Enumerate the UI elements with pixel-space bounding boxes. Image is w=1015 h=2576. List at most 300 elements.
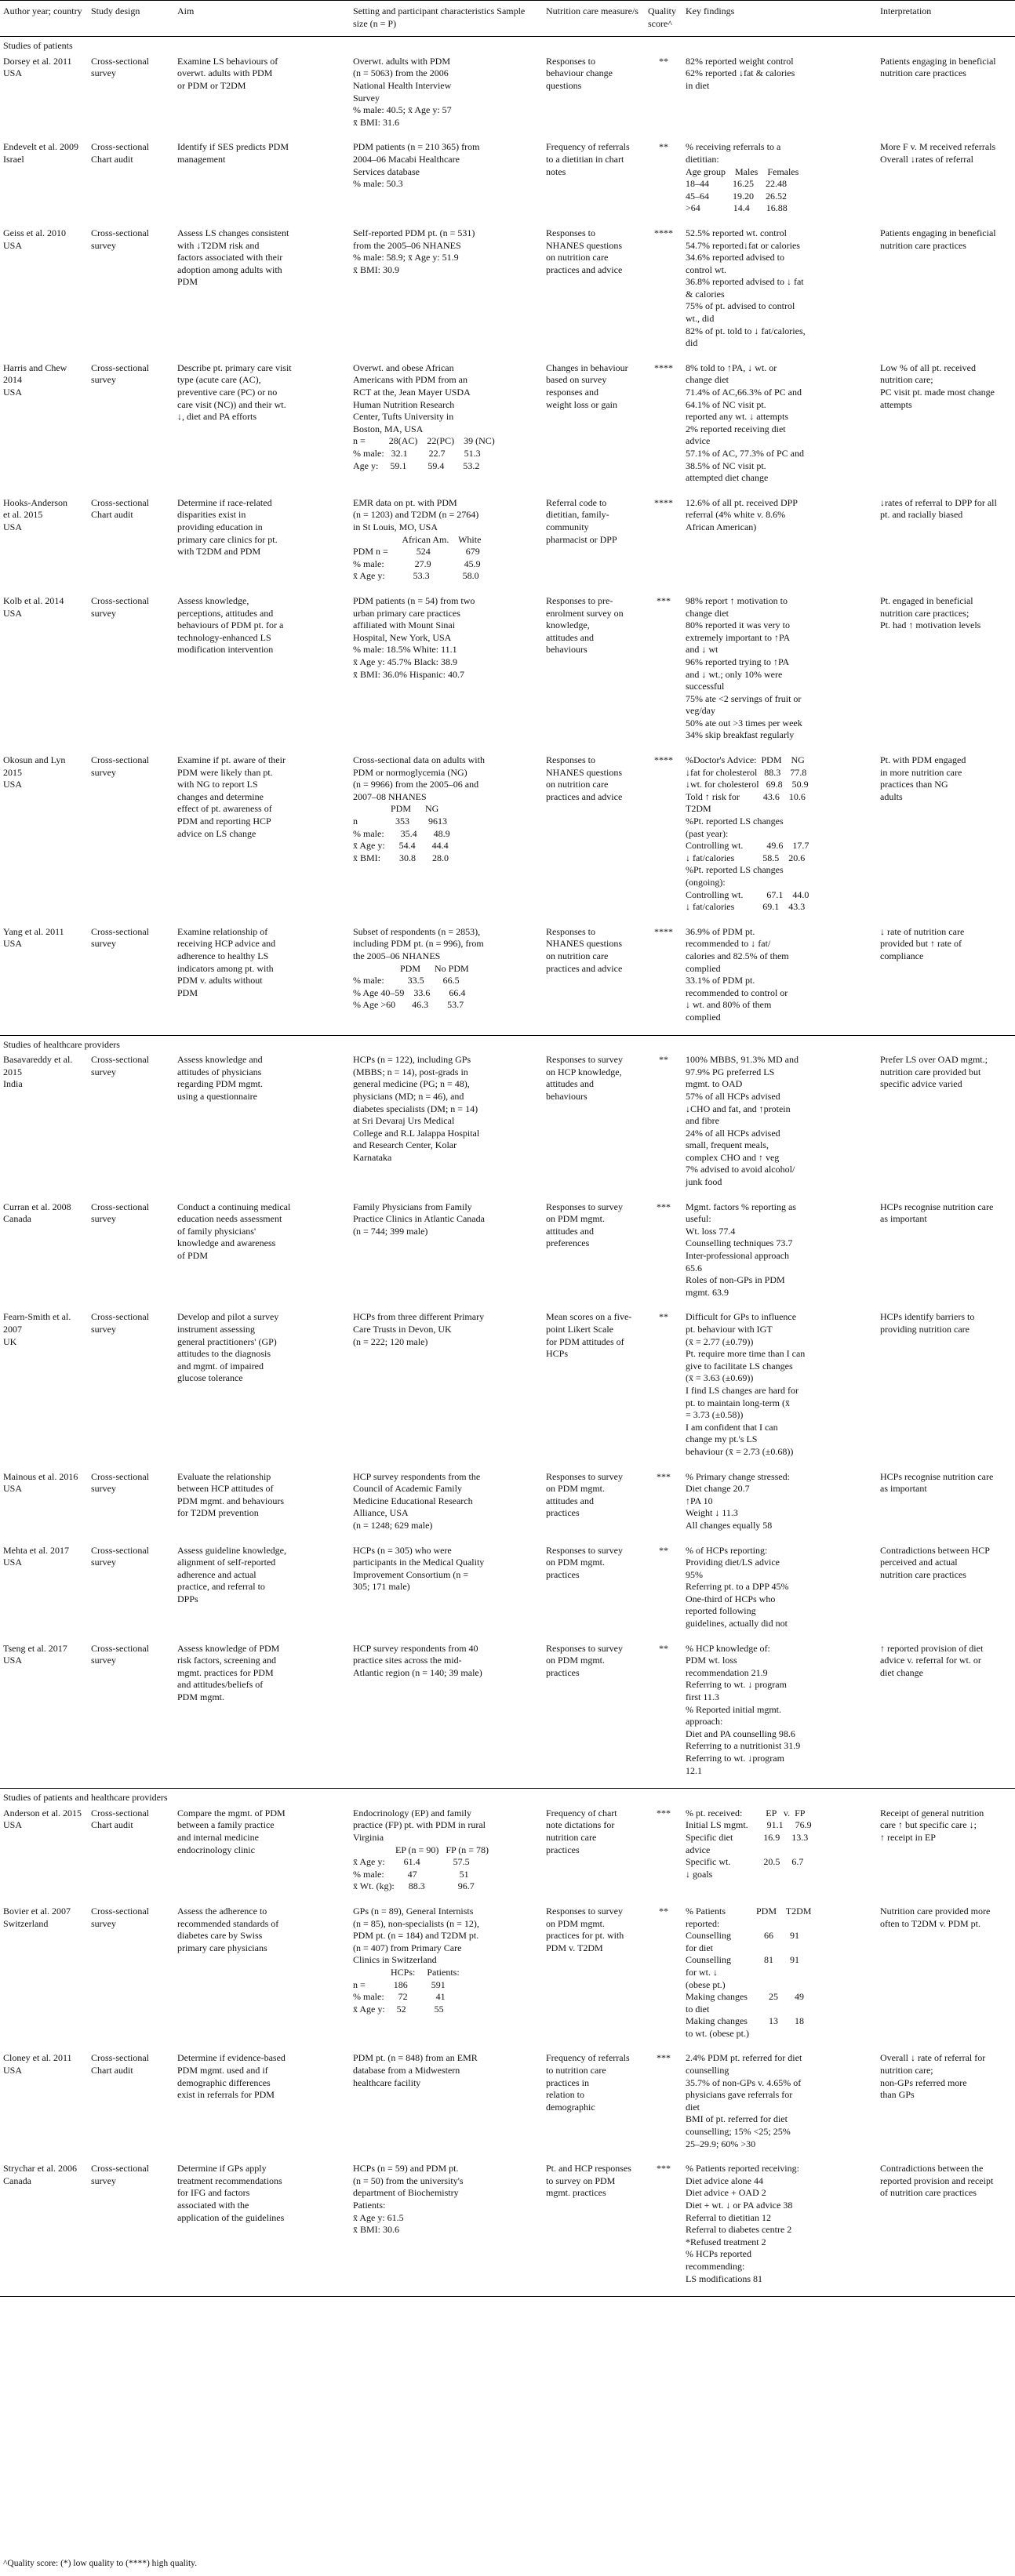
setting-line: x̄ Age y: 45.7% Black: 38.9 [353, 656, 457, 667]
setting-line: Endocrinology (EP) and family [353, 1807, 471, 1818]
findings-line: Initial LS mgmt. 91.1 76.9 [686, 1819, 812, 1831]
header-findings: Key findings [682, 1, 877, 37]
interpretation-line: as important [880, 1213, 927, 1225]
interpretation-line: than GPs [880, 2089, 915, 2101]
interpretation-line: reported provision and receipt [880, 2175, 994, 2186]
author-cell [0, 54, 88, 140]
setting-line: % male: 18.5% White: 11.1 [353, 644, 457, 656]
setting-line: x̄ BMI: 30.9 [353, 263, 400, 275]
measure-cell [543, 1200, 645, 1310]
findings-line: 75% ate <2 servings of fruit or [686, 692, 802, 704]
section-title: Studies of healthcare providers [0, 1035, 1015, 1052]
section-title: Studies of patients and healthcare providers [0, 1789, 1015, 1806]
setting-line: Overwt. adults with PDM [353, 55, 450, 67]
setting-line: National Health Interview [353, 79, 452, 91]
findings-line: counselling [686, 2065, 729, 2076]
author-line: Anderson et al. 2015 [3, 1807, 82, 1818]
findings-cell [682, 226, 877, 361]
quality-cell: **** [654, 227, 673, 238]
setting-cell [350, 2051, 543, 2161]
setting-line: Hospital, New York, USA [353, 631, 452, 643]
measure-line: practices in [546, 2076, 589, 2088]
findings-line: Referring to wt. ↓ program [686, 1679, 787, 1691]
measure-cell [543, 925, 645, 1035]
findings-line: did [686, 337, 698, 349]
findings-line: Referring to a nutritionist 31.9 [686, 1740, 801, 1752]
quality-cell: **** [654, 496, 673, 508]
interpretation-line: Pt. engaged in beneficial [880, 594, 973, 606]
author-line: Israel [3, 153, 24, 165]
aim-line: type (acute care (AC), [177, 374, 261, 386]
findings-cell [682, 1310, 877, 1469]
design-line: Cross-sectional [91, 1311, 149, 1323]
setting-line: % Age 40–59 33.6 66.4 [353, 986, 466, 998]
author-line: Fearn-Smith et al. [3, 1311, 71, 1323]
setting-cell [350, 140, 543, 226]
findings-line: % Patients PDM T2DM [686, 1905, 812, 1917]
setting-line: College and R.L Jalappa Hospital [353, 1127, 480, 1139]
findings-line: Diet and PA counselling 98.6 [686, 1728, 795, 1739]
findings-line: (past year): [686, 827, 729, 839]
findings-cell [682, 140, 877, 226]
aim-line: practice, and referral to [177, 1581, 265, 1593]
findings-line: (obese pt.) [686, 1978, 726, 1990]
interpretation-cell [877, 1641, 1015, 1789]
setting-cell [350, 361, 543, 496]
interpretation-line: pt. and racially biased [880, 509, 963, 521]
design-line: Cross-sectional [91, 362, 149, 373]
interpretation-line: compliance [880, 950, 924, 961]
findings-line: approach: [686, 1716, 723, 1728]
findings-line: ↓ fat/calories 69.1 43.3 [686, 901, 806, 913]
aim-line: using a questionnaire [177, 1090, 257, 1102]
setting-line: (n = 407) from Primary Care [353, 1942, 462, 1953]
design-cell [88, 2051, 174, 2161]
findings-line: Counselling techniques 73.7 [686, 1237, 793, 1249]
findings-line: ↓wt. for cholesterol 69.8 50.9 [686, 779, 809, 790]
measure-line: attitudes and [546, 1495, 594, 1506]
measure-line: Pt. and HCP responses [546, 2163, 631, 2175]
findings-line: Difficult for GPs to influence [686, 1311, 797, 1323]
interpretation-line: More F v. M received referrals [880, 141, 996, 153]
findings-line: give to facilitate LS changes [686, 1360, 793, 1372]
setting-line: Virginia [353, 1831, 384, 1843]
findings-line: ↓ wt. and 80% of them [686, 999, 772, 1011]
setting-line: practice (FP) pt. with PDM in rural [353, 1819, 486, 1831]
quality-cell: ** [659, 55, 668, 67]
measure-line: attitudes and [546, 1078, 594, 1090]
interpretation-line: Pt. had ↑ motivation levels [880, 619, 981, 631]
findings-line: calories and 82.5% of them [686, 950, 789, 961]
findings-line: 34.6% reported advised to [686, 252, 784, 263]
aim-cell [174, 1052, 350, 1200]
findings-line: Roles of non-GPs in PDM [686, 1274, 785, 1286]
design-line: Cross-sectional [91, 594, 149, 606]
findings-line: useful: [686, 1213, 711, 1225]
design-cell [88, 140, 174, 226]
aim-cell [174, 1200, 350, 1310]
author-line: Dorsey et al. 2011 [3, 55, 72, 67]
setting-line: general medicine (PG; n = 48), [353, 1078, 470, 1090]
setting-line: Survey [353, 92, 380, 104]
quality-cell: *** [657, 594, 671, 606]
setting-line: Family Physicians from Family [353, 1201, 472, 1212]
interpretation-line: Receipt of general nutrition [880, 1807, 984, 1818]
setting-line: x̄ Age y: 52 55 [353, 2003, 444, 2015]
setting-line: PDM pt. (n = 184) and T2DM pt. [353, 1930, 479, 1942]
findings-line: advice [686, 435, 711, 447]
measure-cell [543, 1904, 645, 2051]
measure-line: on PDM mgmt. [546, 1483, 606, 1495]
findings-line: T2DM [686, 803, 711, 815]
aim-line: effect of pt. awareness of [177, 803, 272, 815]
interpretation-line: as important [880, 1483, 927, 1495]
interpretation-cell [877, 1806, 1015, 1904]
findings-line: Diet advice + OAD 2 [686, 2187, 766, 2199]
author-line: USA [3, 938, 23, 950]
findings-line: diet [686, 2101, 700, 2113]
setting-cell [350, 1543, 543, 1641]
findings-line: 7% advised to avoid alcohol/ [686, 1164, 795, 1175]
findings-line: I am confident that I can [686, 1421, 778, 1433]
measure-line: on nutrition care [546, 779, 609, 790]
findings-line: for wt. ↓ [686, 1966, 718, 1978]
measure-cell [543, 2051, 645, 2161]
setting-line: PDM patients (n = 210 365) from [353, 141, 480, 153]
measure-line: HCPs [546, 1348, 569, 1360]
design-line: Chart audit [91, 153, 133, 165]
design-line: Cross-sectional [91, 496, 149, 508]
measure-line: Frequency of referrals [546, 2052, 630, 2064]
findings-line: (x̄ = 3.63 (±0.69)) [686, 1372, 754, 1384]
findings-line: in diet [686, 79, 710, 91]
design-cell [88, 925, 174, 1035]
author-line: USA [3, 1655, 23, 1666]
aim-line: exist in referrals for PDM [177, 2089, 275, 2101]
author-line: USA [3, 2065, 23, 2076]
header-design: Study design [88, 1, 174, 37]
header-setting: Setting and participant characteristics Sample size (n = P) [350, 1, 543, 37]
findings-line: small, frequent meals, [686, 1139, 769, 1151]
setting-line: (n = 744; 399 male) [353, 1225, 428, 1237]
table-row [0, 1310, 1015, 1469]
measure-line: on HCP knowledge, [546, 1066, 622, 1077]
measure-line: responses and [546, 387, 598, 398]
findings-line: >64 14.4 16.88 [686, 202, 788, 214]
findings-line: and fibre [686, 1115, 719, 1127]
findings-line: 54.7% reported↓fat or calories [686, 239, 800, 251]
measure-cell [543, 496, 645, 594]
setting-cell [350, 1904, 543, 2051]
findings-line: 62% reported ↓fat & calories [686, 67, 795, 79]
setting-line: Boston, MA, USA [353, 423, 424, 434]
aim-line: Examine LS behaviours of [177, 55, 278, 67]
setting-line: Human Nutrition Research [353, 398, 455, 410]
aim-line: management [177, 153, 226, 165]
aim-line: advice on LS change [177, 827, 256, 839]
table-row [0, 1052, 1015, 1200]
findings-line: Making changes 13 18 [686, 2015, 804, 2027]
author-line: et al. 2015 [3, 509, 43, 521]
aim-cell [174, 1806, 350, 1904]
aim-line: recommended standards of [177, 1917, 279, 1929]
header-measure: Nutrition care measure/s [543, 1, 645, 37]
aim-line: primary care clinics for pt. [177, 533, 278, 545]
aim-line: PDM mgmt. and behaviours [177, 1495, 284, 1506]
setting-line: PDM n = 524 679 [353, 546, 480, 558]
table-row [0, 140, 1015, 226]
aim-line: receiving HCP advice and [177, 938, 276, 950]
design-line: survey [91, 938, 116, 950]
aim-line: Determine if evidence-based [177, 2052, 286, 2064]
findings-line: (x̄ = 2.77 (±0.79)) [686, 1335, 754, 1347]
findings-line: % HCPs reported [686, 2248, 751, 2260]
setting-cell [350, 1310, 543, 1469]
aim-line: regarding PDM mgmt. [177, 1078, 263, 1090]
aim-line: PDM mgmt. [177, 1691, 225, 1703]
aim-line: indicators among pt. with [177, 962, 274, 974]
author-line: Canada [3, 2175, 31, 2186]
author-line: 2015 [3, 766, 22, 778]
measure-line: Responses to [546, 55, 595, 67]
aim-line: preventive care (PC) or no [177, 387, 278, 398]
setting-line: EP (n = 90) FP (n = 78) [353, 1844, 489, 1855]
aim-line: PDM were likely than pt. [177, 766, 273, 778]
author-line: Geiss et al. 2010 [3, 227, 66, 238]
interpretation-line: Nutrition care provided more [880, 1905, 991, 1917]
findings-line: ↓ fat/calories 58.5 20.6 [686, 852, 806, 863]
findings-line: and ↓ wt.; only 10% were [686, 668, 783, 680]
design-line: Cross-sectional [91, 1201, 149, 1212]
author-line: Tseng et al. 2017 [3, 1642, 67, 1654]
findings-line: Controlling wt. 67.1 44.0 [686, 888, 809, 900]
measure-line: weight loss or gain [546, 398, 617, 410]
findings-line: Diet advice alone 44 [686, 2175, 763, 2186]
design-cell [88, 1052, 174, 1200]
aim-line: and attitudes/beliefs of [177, 1679, 264, 1691]
measure-line: Responses to survey [546, 1470, 623, 1482]
findings-line: %Doctor's Advice: PDM NG [686, 754, 805, 766]
interpretation-line: Overall ↓rates of referral [880, 153, 973, 165]
measure-cell [543, 1641, 645, 1789]
design-line: Cross-sectional [91, 141, 149, 153]
setting-line: RCT at the, Jean Mayer USDA [353, 387, 471, 398]
aim-line: with NG to report LS [177, 779, 258, 790]
measure-line: to survey on PDM [546, 2175, 616, 2186]
measure-line: for PDM attitudes of [546, 1335, 624, 1347]
author-line: USA [3, 1557, 23, 1568]
table-body [0, 37, 1015, 2297]
setting-line: Karnataka [353, 1151, 392, 1163]
interpretation-line: diet change [880, 1666, 923, 1678]
aim-line: adoption among adults with [177, 263, 282, 275]
interpretation-cell [877, 1200, 1015, 1310]
aim-line: factors associated with their [177, 252, 283, 263]
measure-line: notes [546, 165, 566, 177]
setting-line: participants in the Medical Quality [353, 1557, 485, 1568]
findings-line: All changes equally 58 [686, 1519, 773, 1531]
table-row [0, 925, 1015, 1035]
setting-line: x̄ Age y: 61.4 57.5 [353, 1856, 470, 1868]
author-line: Strychar et al. 2006 [3, 2163, 77, 2175]
findings-line: 34% skip breakfast regularly [686, 729, 795, 741]
author-line: Kolb et al. 2014 [3, 594, 64, 606]
setting-line: (n = 222; 120 male) [353, 1335, 428, 1347]
quality-cell: ** [659, 1544, 668, 1556]
aim-line: risk factors, screening and [177, 1655, 276, 1666]
findings-line: Age group Males Females [686, 165, 799, 177]
findings-cell [682, 594, 877, 753]
setting-line: (n = 85), non-specialists (n = 12), [353, 1917, 479, 1929]
findings-line: mgmt. to OAD [686, 1078, 743, 1090]
setting-line: healthcare facility [353, 2076, 421, 2088]
findings-line: ↓ goals [686, 1868, 713, 1880]
measure-line: Responses to survey [546, 1201, 623, 1212]
aim-line: treatment recommendations [177, 2175, 282, 2186]
design-line: Chart audit [91, 2065, 133, 2076]
author-line: 2007 [3, 1324, 22, 1335]
findings-line: control wt. [686, 263, 726, 275]
design-line: survey [91, 1655, 116, 1666]
aim-line: Assess guideline knowledge, [177, 1544, 286, 1556]
interpretation-line: Contradictions between the [880, 2163, 984, 2175]
measure-line: on PDM mgmt. [546, 1213, 606, 1225]
setting-line: x̄ BMI: 30.8 28.0 [353, 852, 449, 863]
setting-line: x̄ Age y: 61.5 [353, 2211, 404, 2223]
measure-line: NHANES questions [546, 239, 623, 251]
setting-line: n = 186 591 [353, 1978, 446, 1990]
aim-line: Determine if race-related [177, 496, 272, 508]
setting-cell [350, 1200, 543, 1310]
findings-line: pt. behaviour with IGT [686, 1324, 773, 1335]
findings-line: 82% of pt. told to ↓ fat/calories, [686, 325, 806, 336]
setting-line: Practice Clinics in Atlantic Canada [353, 1213, 485, 1225]
author-line: Hooks-Anderson [3, 496, 67, 508]
author-cell [0, 925, 88, 1035]
quality-cell: *** [657, 1201, 671, 1212]
findings-line: Referral to diabetes centre 2 [686, 2224, 792, 2236]
measure-line: Responses to [546, 754, 595, 766]
findings-line: reported: [686, 1917, 720, 1929]
measure-line: preferences [546, 1237, 590, 1249]
author-line: 2014 [3, 374, 22, 386]
setting-line: urban primary care practices [353, 607, 460, 619]
findings-line: Diet + wt. ↓ or PA advice 38 [686, 2200, 793, 2211]
findings-cell [682, 753, 877, 925]
quality-cell: ** [659, 1311, 668, 1323]
findings-cell [682, 1200, 877, 1310]
aim-line: and mgmt. of impaired [177, 1360, 264, 1372]
aim-line: glucose tolerance [177, 1372, 243, 1384]
interpretation-line: nutrition care provided but [880, 1066, 981, 1077]
measure-line: Responses to survey [546, 1905, 623, 1917]
findings-line: 100% MBBS, 91.3% MD and [686, 1054, 799, 1066]
author-line: Curran et al. 2008 [3, 1201, 71, 1212]
aim-cell [174, 361, 350, 496]
measure-line: to nutrition care [546, 2065, 606, 2076]
setting-line: (n = 1203) and T2DM (n = 2764) [353, 509, 479, 521]
setting-line: % male: 27.9 45.9 [353, 558, 481, 569]
design-cell [88, 2161, 174, 2296]
findings-line: and ↓ wt [686, 644, 719, 656]
setting-line: x̄ Age y: 53.3 58.0 [353, 570, 479, 582]
findings-line: for diet [686, 1942, 713, 1953]
interpretation-cell [877, 1310, 1015, 1469]
measure-line: Responses to survey [546, 1544, 623, 1556]
author-cell [0, 1641, 88, 1789]
measure-cell [543, 140, 645, 226]
findings-line: I find LS changes are hard for [686, 1384, 799, 1396]
interpretation-cell [877, 496, 1015, 594]
aim-line: of family physicians' [177, 1225, 256, 1237]
design-line: survey [91, 1917, 116, 1929]
measure-line: Mean scores on a five- [546, 1311, 632, 1323]
setting-line: % male: 40.5; x̄ Age y: 57 [353, 104, 452, 116]
quality-cell: **** [654, 362, 673, 373]
interpretation-cell [877, 2161, 1015, 2296]
author-cell [0, 1310, 88, 1469]
setting-line: Center, Tufts University in [353, 411, 454, 423]
findings-line: Referring to wt. ↓program [686, 1753, 784, 1764]
setting-line: (n = 1248; 629 male) [353, 1519, 433, 1531]
aim-line: for IFG and factors [177, 2187, 250, 2199]
setting-line: n = 28(AC) 22(PC) 39 (NC) [353, 435, 495, 447]
aim-line: instrument assessing [177, 1324, 255, 1335]
findings-line: Specific diet 16.9 13.3 [686, 1831, 809, 1843]
aim-line: Examine relationship of [177, 925, 268, 937]
findings-cell [682, 54, 877, 140]
aim-cell [174, 1310, 350, 1469]
design-line: Cross-sectional [91, 1642, 149, 1654]
findings-line: 8% told to ↑PA, ↓ wt. or [686, 362, 777, 373]
design-cell [88, 1470, 174, 1543]
measure-line: on nutrition care [546, 252, 609, 263]
findings-line: reported any wt. ↓ attempts [686, 411, 788, 423]
measure-line: practices [546, 1507, 580, 1519]
findings-line: advice [686, 1844, 711, 1855]
measure-line: on PDM mgmt. [546, 1655, 606, 1666]
measure-line: Frequency of referrals [546, 141, 630, 153]
findings-line: to diet [686, 2003, 710, 2015]
findings-line: complex CHO and ↑ veg [686, 1151, 780, 1163]
findings-line: mgmt. 63.9 [686, 1286, 729, 1298]
table-row [0, 1543, 1015, 1641]
findings-line: Controlling wt. 49.6 17.7 [686, 840, 809, 852]
aim-cell [174, 496, 350, 594]
interpretation-line: nutrition care practices [880, 1568, 966, 1580]
interpretation-line: HCPs recognise nutrition care [880, 1470, 994, 1482]
aim-line: technology-enhanced LS [177, 631, 271, 643]
findings-line: 2.4% PDM pt. referred for diet [686, 2052, 802, 2064]
setting-line: % male: 50.3 [353, 178, 403, 190]
table-row [0, 1806, 1015, 1904]
setting-line: x̄ Wt. (kg): 88.3 96.7 [353, 1880, 475, 1892]
author-cell [0, 140, 88, 226]
setting-line: % male: 72 41 [353, 1991, 446, 2003]
aim-line: knowledge and awareness [177, 1237, 276, 1249]
findings-line: complied [686, 962, 721, 974]
setting-line: PDM pt. (n = 848) from an EMR [353, 2052, 478, 2064]
findings-line: successful [686, 681, 725, 692]
interpretation-line: nutrition care; [880, 2065, 933, 2076]
findings-line: 12.6% of all pt. received DPP [686, 496, 798, 508]
author-line: USA [3, 779, 23, 790]
measure-cell [543, 2161, 645, 2296]
findings-line: Wt. loss 77.4 [686, 1225, 736, 1237]
findings-line: 33.1% of PDM pt. [686, 975, 755, 986]
design-line: Chart audit [91, 509, 133, 521]
findings-line: guidelines, actually did not [686, 1618, 788, 1630]
